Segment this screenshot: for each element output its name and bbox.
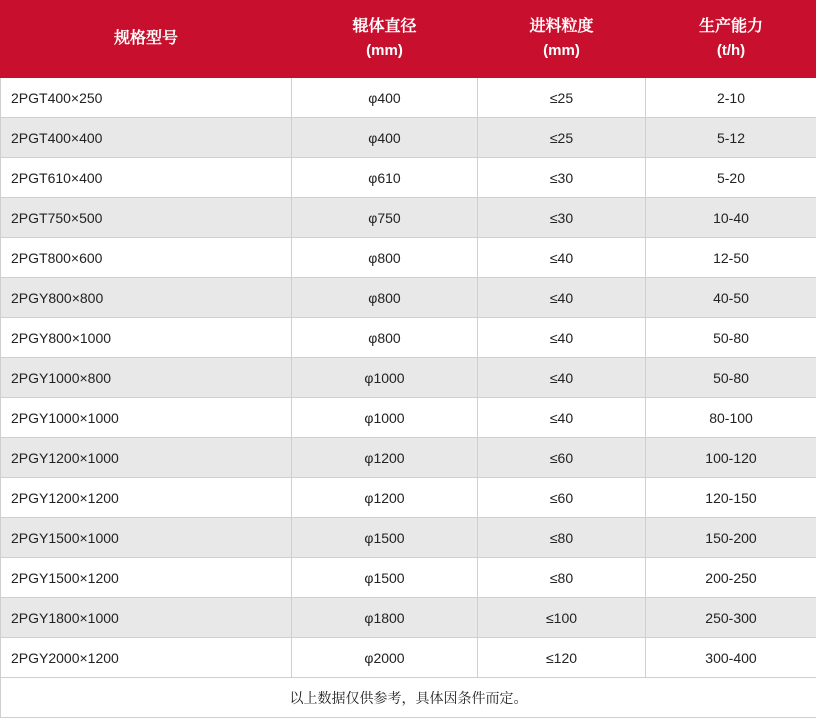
- cell-roller-diameter: φ750: [292, 198, 478, 238]
- column-header-model: [1, 1, 292, 78]
- cell-capacity: 300-400: [646, 638, 816, 678]
- cell-capacity: 5-12: [646, 118, 816, 158]
- cell-model: 2PGY800×800: [1, 278, 292, 318]
- cell-model: 2PGY2000×1200: [1, 638, 292, 678]
- column-header-model-title: 规格型号: [114, 30, 178, 47]
- cell-capacity: 12-50: [646, 238, 816, 278]
- cell-model: 2PGT800×600: [1, 238, 292, 278]
- cell-roller-diameter: φ400: [292, 78, 478, 118]
- column-header-capacity: [646, 1, 816, 78]
- table-row: [1, 358, 816, 398]
- cell-capacity: 100-120: [646, 438, 816, 478]
- table-row: [1, 118, 816, 158]
- column-header-feed-size: [478, 1, 646, 78]
- cell-model: 2PGY1200×1200: [1, 478, 292, 518]
- cell-capacity: 2-10: [646, 78, 816, 118]
- cell-feed-size: ≤60: [478, 438, 646, 478]
- cell-capacity: 50-80: [646, 318, 816, 358]
- cell-model: 2PGT750×500: [1, 198, 292, 238]
- cell-feed-size: ≤30: [478, 198, 646, 238]
- cell-model: 2PGT610×400: [1, 158, 292, 198]
- table-row: [1, 78, 816, 118]
- cell-capacity: 40-50: [646, 278, 816, 318]
- cell-feed-size: ≤60: [478, 478, 646, 518]
- table-body: [1, 78, 816, 718]
- cell-roller-diameter: φ800: [292, 238, 478, 278]
- cell-feed-size: ≤40: [478, 238, 646, 278]
- column-header-capacity-unit: (t/h): [650, 39, 812, 63]
- cell-roller-diameter: φ610: [292, 158, 478, 198]
- cell-capacity: 80-100: [646, 398, 816, 438]
- cell-model: 2PGY1500×1200: [1, 558, 292, 598]
- cell-roller-diameter: φ1500: [292, 558, 478, 598]
- cell-feed-size: ≤80: [478, 558, 646, 598]
- cell-roller-diameter: φ400: [292, 118, 478, 158]
- cell-roller-diameter: φ1000: [292, 398, 478, 438]
- cell-capacity: 250-300: [646, 598, 816, 638]
- table-footnote-row: [1, 678, 816, 718]
- cell-model: 2PGY800×1000: [1, 318, 292, 358]
- cell-roller-diameter: φ800: [292, 318, 478, 358]
- table-row: [1, 638, 816, 678]
- cell-feed-size: ≤30: [478, 158, 646, 198]
- table-row: [1, 278, 816, 318]
- cell-feed-size: ≤40: [478, 278, 646, 318]
- table-row: [1, 438, 816, 478]
- cell-model: 2PGY1000×1000: [1, 398, 292, 438]
- cell-model: 2PGY1000×800: [1, 358, 292, 398]
- table-footnote: 以上数据仅供参考，具体因条件而定。: [1, 678, 816, 718]
- cell-roller-diameter: φ1200: [292, 438, 478, 478]
- cell-capacity: 5-20: [646, 158, 816, 198]
- cell-model: 2PGT400×400: [1, 118, 292, 158]
- cell-roller-diameter: φ1000: [292, 358, 478, 398]
- column-header-roller-diameter-title: 辊体直径: [352, 18, 416, 35]
- table-row: [1, 598, 816, 638]
- table-row: [1, 158, 816, 198]
- cell-feed-size: ≤100: [478, 598, 646, 638]
- cell-capacity: 10-40: [646, 198, 816, 238]
- header-row: [1, 1, 816, 78]
- cell-feed-size: ≤80: [478, 518, 646, 558]
- cell-model: 2PGT400×250: [1, 78, 292, 118]
- table-row: [1, 318, 816, 358]
- cell-roller-diameter: φ1800: [292, 598, 478, 638]
- cell-model: 2PGY1200×1000: [1, 438, 292, 478]
- table-row: [1, 518, 816, 558]
- cell-capacity: 200-250: [646, 558, 816, 598]
- column-header-roller-diameter-unit: (mm): [296, 39, 473, 63]
- cell-model: 2PGY1800×1000: [1, 598, 292, 638]
- column-header-roller-diameter: [292, 1, 478, 78]
- table-header: [1, 1, 816, 78]
- column-header-capacity-title: 生产能力: [699, 18, 763, 35]
- table-row: [1, 558, 816, 598]
- cell-feed-size: ≤40: [478, 398, 646, 438]
- cell-model: 2PGY1500×1000: [1, 518, 292, 558]
- cell-capacity: 150-200: [646, 518, 816, 558]
- cell-roller-diameter: φ2000: [292, 638, 478, 678]
- cell-feed-size: ≤40: [478, 358, 646, 398]
- table-row: [1, 238, 816, 278]
- cell-feed-size: ≤25: [478, 118, 646, 158]
- cell-feed-size: ≤25: [478, 78, 646, 118]
- table-row: [1, 398, 816, 438]
- cell-roller-diameter: φ1500: [292, 518, 478, 558]
- cell-feed-size: ≤40: [478, 318, 646, 358]
- table-row: [1, 478, 816, 518]
- cell-capacity: 50-80: [646, 358, 816, 398]
- cell-roller-diameter: φ800: [292, 278, 478, 318]
- table-row: [1, 198, 816, 238]
- column-header-feed-size-unit: (mm): [482, 39, 641, 63]
- cell-feed-size: ≤120: [478, 638, 646, 678]
- cell-capacity: 120-150: [646, 478, 816, 518]
- column-header-feed-size-title: 进料粒度: [529, 18, 593, 35]
- cell-roller-diameter: φ1200: [292, 478, 478, 518]
